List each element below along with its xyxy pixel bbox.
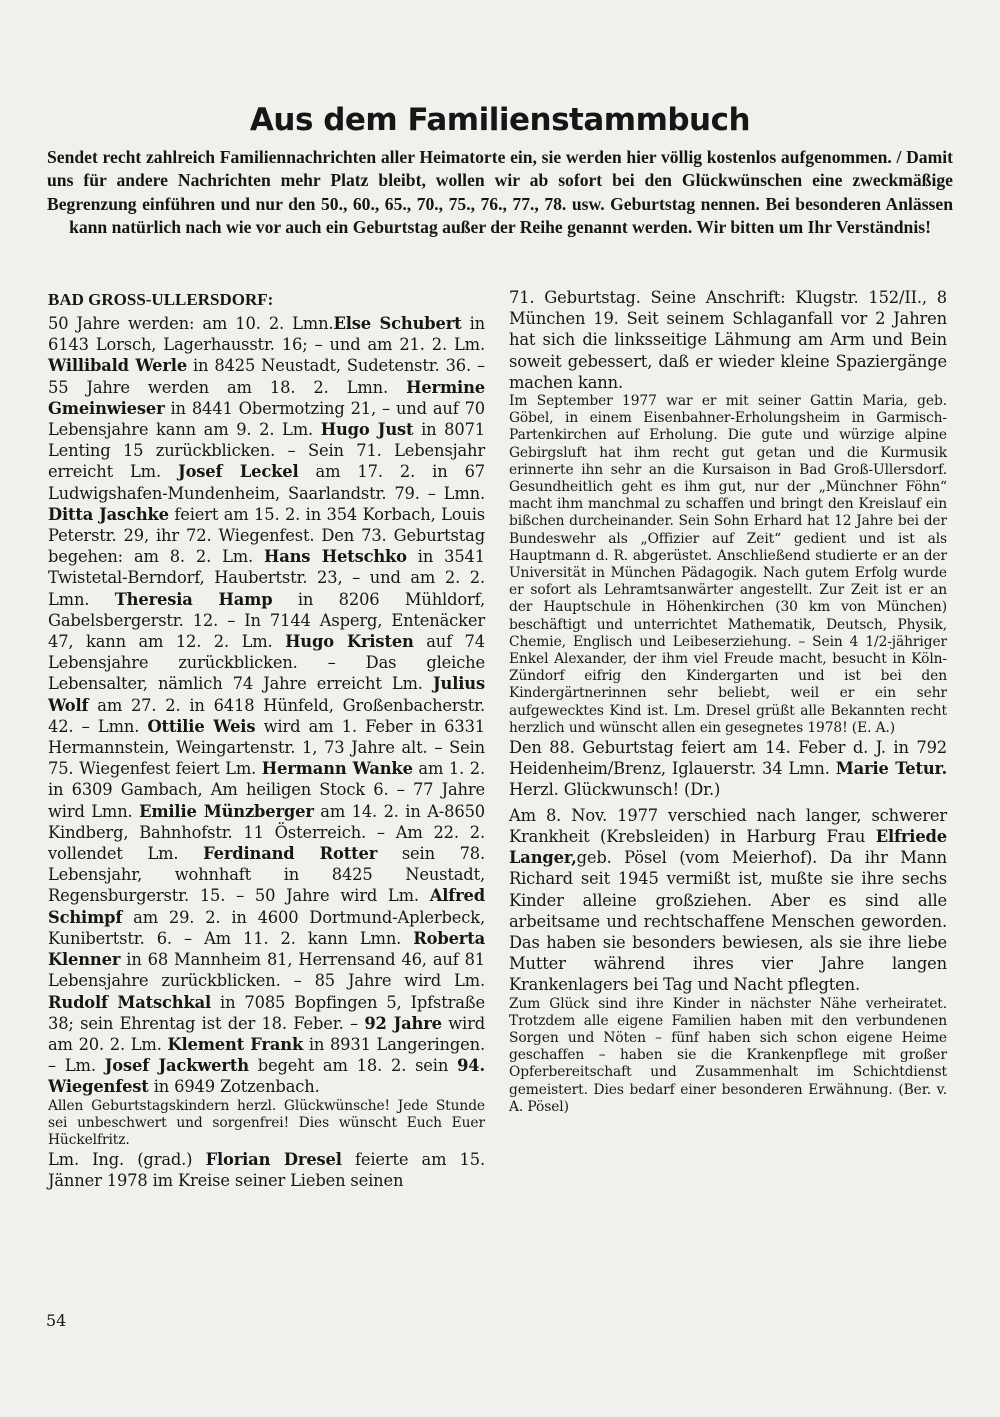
person-name: Hermann Wanke — [261, 759, 413, 779]
langer-details: Zum Glück sind ihre Kinder in nächster Nähe verheiratet. Trotzdem alle eigene Familien haben mit den verbundenen Sorgen und Nöten – fünf haben sich schon eigene Heime geschaffen – haben sie die Krankenpflege mit großer Opferbereitschaft und Zusammenhalt im Schichtdienst gemeistert. Dies bedarf einer besonderen Erwähnung. (Ber. v. A. Pösel) — [509, 995, 947, 1115]
person-name: Klement Frank — [167, 1034, 304, 1054]
greeting-note: Allen Geburtstagskindern herzl. Glückwünsche! Jede Stunde sei unbeschwert und sorgenfrei! Dies wünscht Euch Euer Hückelfritz. — [48, 1097, 485, 1148]
person-name: Elfriede Langer, — [509, 826, 947, 868]
person-name: Ottilie Weis — [147, 716, 256, 736]
person-name: Hugo Just — [320, 420, 414, 440]
dresel-continuation: 71. Geburtstag. Seine Anschrift: Klugstr. 152/II., 8 München 19. Seit seinem Schlaganfall vor 2 Jahren hat sich die linksseitige Lähmung am Arm und Bein soweit gebessert, daß er wieder kleine Spaziergänge machen kann. — [509, 288, 947, 392]
person-name: Emilie Münzberger — [139, 801, 314, 821]
person-name: Roberta Klenner — [48, 928, 485, 970]
dresel-details: Im September 1977 war er mit seiner Gattin Maria, geb. Göbel, in einem Eisenbahner-Erholungsheim in Garmisch-Partenkirchen auf Erholung. Die gute und würzige alpine Gebirgsluft hat ihm recht gut getan und die Kurmusik erinnerte ihn sehr an die Kursaison in Bad Groß-Ullersdorf. Gesundheitlich geht es ihm gut, nur der „Münchner Föhn“ macht ihm manchmal zu schaffen und bringt den Kreislauf ein bißchen durcheinander. Sein Sohn Erhard hat 12 Jahre bei der Bundeswehr als „Offizier auf Zeit“ gedient und ist als Hauptmann d. R. abgerüstet. Anschließend studierte er an der Universität in München Pädagogik. Nach gutem Erfolg wurde er sofort als Lehramtsanwärter angestellt. Zur Zeit ist er an der Hauptschule in Höhenkirchen (30 km von München) beschäftigt und unterrichtet Mathematik, Deutsch, Physik, Chemie, Englisch und Leibeserziehung. – Sein 4 1/2-jähriger Enkel Alexander, der ihm viel Freude macht, besucht in Köln-Zündorf eifrig den Kindergarten und ist bei den Kindergärtnerinnen sehr beliebt, weil er ein sehr aufgewecktes Kind ist. Lm. Dresel grüßt alle Bekannten recht herzlich und wünscht allen ein gesegnetes 1978! (E. A.) — [509, 393, 947, 736]
person-name: Hermine Gmeinwieser — [48, 377, 485, 418]
page-title: Aus dem Familienstammbuch — [249, 102, 751, 138]
section-heading: BAD GROSS-ULLERSDORF: — [48, 290, 274, 309]
person-name: Ditta Jaschke — [48, 504, 169, 524]
person-name: Josef Jackwerth — [104, 1056, 249, 1076]
page-number: 54 — [46, 1311, 67, 1330]
right-column — [509, 287, 947, 1116]
left-column — [48, 287, 485, 1192]
person-name: Alfred Schimpf — [48, 886, 485, 927]
person-name: 92 Jahre — [364, 1013, 442, 1033]
person-name: Marie Tetur. — [835, 759, 948, 779]
person-name: Hans Hetschko — [263, 547, 407, 567]
person-name: Willibald Werle — [48, 356, 188, 376]
person-name: Rudolf Matschkal — [48, 992, 212, 1012]
intro-notice: Sendet recht zahlreich Familiennachrichten aller Heimatorte ein, sie werden hier völlig kostenlos aufgenommen. / Damit uns für andere Nachrichten mehr Platz bleibt, wollen wir ab sofort bei den Glückwünschen eine zweckmäßige Begrenzung einführen und nur den 50., 60., 65., 70., 75., 76., 77., 78. usw. Geburtstag nennen. Bei besonderen Anlässen kann natürlich nach wie vor auch ein Geburtstag außer der Reihe genannt werden. Wir bitten um Ihr Verständnis! — [47, 147, 953, 237]
langer-obituary: Am 8. Nov. 1977 verschied nach langer, schwerer Krankheit (Krebsleiden) in Harburg Frau Elfriede Langer,geb. Pösel (vom Meierhof). Da ihr Mann Richard seit 1945 vermißt ist, mußte sie ihre sechs Kinder alleine großziehen. Aber es sind alle arbeitsame und rechtschaffene Menschen geworden. Das haben sie besonders bewiesen, als sie ihre liebe Mutter während ihres vier Jahre langen Krankenlagers bei Tag und Nacht pflegten. — [509, 805, 947, 995]
person-name: Theresia Hamp — [114, 589, 273, 609]
dresel-announcement: Lm. Ing. (grad.) Florian Dresel feierte am 15. Jänner 1978 im Kreise seiner Lieben seinen — [48, 1150, 485, 1191]
person-name: Else Schubert — [333, 314, 462, 333]
person-name: Julius Wolf — [48, 674, 485, 715]
person-name: Florian Dresel — [205, 1150, 342, 1170]
person-name: Hugo Kristen — [285, 632, 414, 652]
person-name: Josef Leckel — [178, 462, 299, 482]
birthday-announcements: 50 Jahre werden: am 10. 2. Lmn.Else Schubert in 6143 Lorsch, Lagerhausstr. 16; – und am 21. 2. Lm. Willibald Werle in 8425 Neustadt, Sudetenstr. 36. – 55 Jahre werden am 18. 2. Lmn. Hermine Gmeinwieser in 8441 Obermotzing 21, – und auf 70 Lebensjahre kann am 9. 2. Lm. Hugo Just in 8071 Lenting 15 zurückblicken. – Sein 71. Lebensjahr erreicht Lm. Josef Leckel am 17. 2. in 67 Ludwigshafen-Mundenheim, Saarlandstr. 79. – Lmn. Ditta Jaschke feiert am 15. 2. in 354 Korbach, Louis Peterstr. 29, ihr 72. Wiegenfest. Den 73. Geburtstag begehen: am 8. 2. Lm. Hans Hetschko in 3541 Twistetal-Berndorf, Haubertstr. 23, – und am 2. 2. Lmn. Theresia Hamp in 8206 Mühldorf, Gabelsbergerstr. 12. – In 7144 Asperg, Entenäcker 47, kann am 12. 2. Lm. Hugo Kristen auf 74 Lebensjahre zurückblicken. – Das gleiche Lebensalter, nämlich 74 Jahre erreicht Lm. Julius Wolf am 27. 2. in 6418 Hünfeld, Großenbacherstr. 42. – Lmn. Ottilie Weis wird am 1. Feber in 6331 Hermannstein, Weingartenstr. 1, 73 Jahre alt. – Sein 75. Wiegenfest feiert Lm. Hermann Wanke am 1. 2. in 6309 Gambach, Am heiligen Stock 6. – 77 Jahre wird Lmn. Emilie Münzberger am 14. 2. in A-8650 Kindberg, Bahnhofstr. 11 Österreich. – Am 22. 2. vollendet Lm. Ferdinand Rotter sein 78. Lebensjahr, wohnhaft in 8425 Neustadt, Regensburgerstr. 15. – 50 Jahre wird Lm. Alfred Schimpf am 29. 2. in 4600 Dortmund-Aplerbeck, Kunibertstr. 6. – Am 11. 2. kann Lmn. Roberta Klenner in 68 Mannheim 81, Herrensand 46, auf 81 Lebensjahre zurückblicken. – 85 Jahre wird Lm. Rudolf Matschkal in 7085 Bopfingen 5, Ipfstraße 38; sein Ehrentag ist der 18. Feber. – 92 Jahre wird am 20. 2. Lm. Klement Frank in 8931 Langeringen. – Lm. Josef Jackwerth begeht am 18. 2. sein 94. Wiegenfest in 6949 Zotzenbach. — [48, 314, 486, 1097]
tetur-announcement: Den 88. Geburtstag feiert am 14. Feber d. J. in 792 Heidenheim/Brenz, Iglauerstr. 34 Lmn. Marie Tetur. Herzl. Glückwunsch! (Dr.) — [509, 738, 948, 800]
person-name: 94. Wiegenfest — [48, 1056, 485, 1097]
person-name: Ferdinand Rotter — [203, 844, 378, 864]
